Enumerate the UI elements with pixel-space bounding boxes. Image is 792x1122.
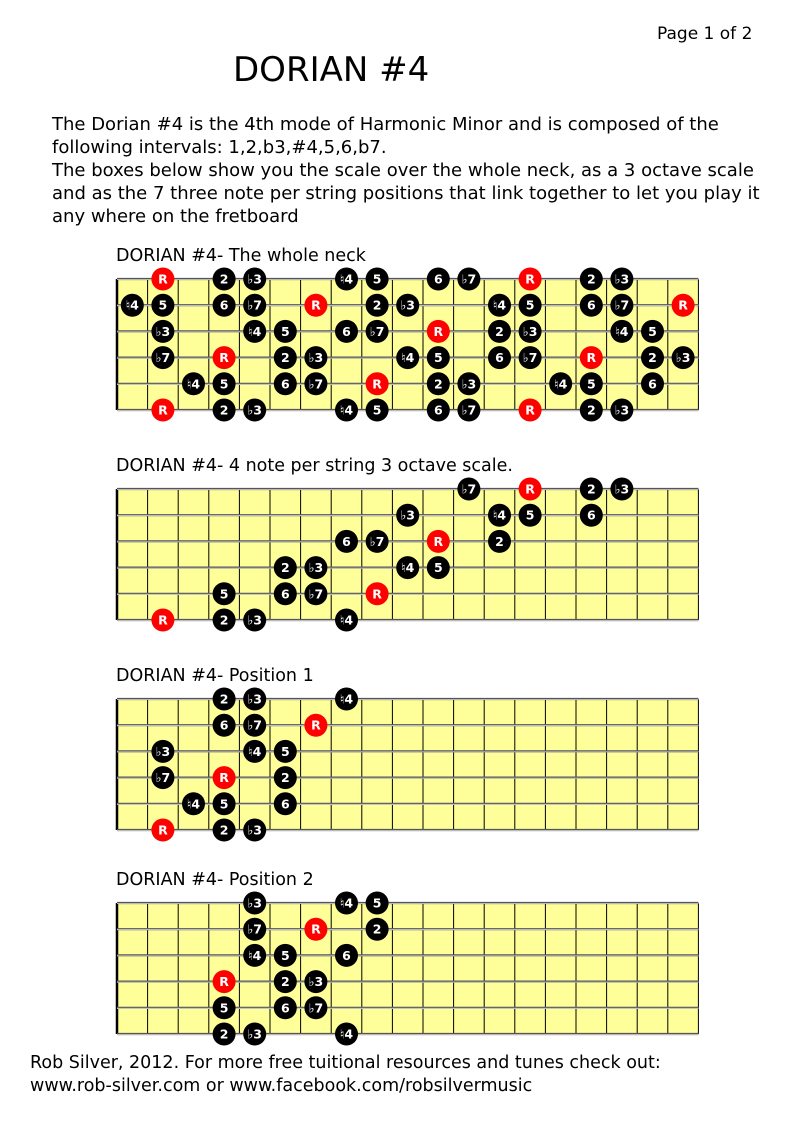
scale-note-dot (580, 294, 603, 317)
scale-note-dot (641, 320, 664, 343)
fretboard-position-2 (110, 890, 710, 1050)
scale-note-dot (121, 294, 144, 317)
note-label: 6 (586, 297, 596, 313)
note-label: ♭3 (247, 612, 262, 628)
note-label: ♭3 (400, 507, 415, 523)
note-label: 2 (280, 770, 290, 786)
note-label: R (158, 822, 168, 838)
note-label: R (525, 481, 535, 497)
note-label: ♮4 (339, 895, 354, 911)
scale-note-dot (213, 819, 236, 842)
scale-note-dot (335, 688, 358, 711)
scale-note-dot (243, 819, 266, 842)
scale-note-dot (335, 944, 358, 967)
scale-note-dot (366, 399, 389, 422)
scale-note-dot (151, 320, 174, 343)
scale-note-dot (335, 268, 358, 291)
note-label: ♭7 (614, 297, 630, 313)
root-note-dot (366, 582, 389, 605)
note-label: ♮4 (248, 743, 262, 759)
note-label: ♭3 (155, 323, 171, 339)
scale-note-dot (519, 346, 542, 369)
scale-note-dot (213, 372, 236, 395)
note-label: R (158, 612, 168, 628)
scale-note-dot (213, 399, 236, 422)
scale-note-dot (549, 372, 572, 395)
intro-text (52, 113, 772, 228)
note-label: 2 (372, 921, 382, 937)
scale-note-dot (396, 294, 419, 317)
note-label: R (158, 271, 168, 287)
note-label: 6 (280, 796, 290, 812)
scale-note-dot (610, 399, 633, 422)
scale-note-dot (335, 1023, 358, 1046)
fretboard-position-1 (110, 686, 710, 846)
root-note-dot (304, 918, 327, 941)
scale-note-dot (580, 504, 603, 527)
scale-note-dot (366, 892, 389, 915)
page-title: DORIAN #4 (233, 50, 430, 90)
scale-note-dot (151, 346, 174, 369)
scale-note-dot (366, 320, 389, 343)
scale-note-dot (672, 346, 695, 369)
scale-note-dot (274, 970, 297, 993)
scale-note-dot (580, 268, 603, 291)
scale-note-dot (488, 320, 511, 343)
note-label: ♮4 (401, 350, 415, 366)
note-label: R (586, 350, 597, 366)
note-label: ♭7 (308, 1000, 324, 1016)
scale-note-dot (304, 970, 327, 993)
note-label: R (158, 402, 168, 418)
scale-note-dot (457, 478, 480, 501)
note-label: 2 (648, 350, 657, 366)
scale-note-dot (213, 609, 236, 632)
note-label: 5 (280, 743, 290, 759)
note-label: ♭3 (614, 402, 630, 418)
footer-credit: Rob Silver, 2012. For more free tuitional resources and tunes check out: (30, 1053, 661, 1073)
note-label: ♮4 (339, 612, 354, 628)
root-note-dot (213, 970, 236, 993)
note-label: 5 (219, 376, 229, 392)
note-label: R (311, 717, 321, 733)
scale-note-dot (274, 996, 297, 1019)
note-label: R (372, 586, 382, 602)
scale-note-dot (335, 609, 358, 632)
note-label: 6 (433, 402, 443, 418)
note-label: 2 (219, 822, 229, 838)
note-label: ♭3 (308, 560, 324, 576)
scale-note-dot (335, 892, 358, 915)
diagram-label-position-2: DORIAN #4- Position 2 (116, 870, 314, 890)
note-label: 5 (372, 402, 382, 418)
scale-note-dot (151, 294, 174, 317)
note-label: 2 (219, 402, 229, 418)
scale-note-dot (304, 582, 327, 605)
scale-note-dot (151, 766, 174, 789)
fretboard-background (117, 699, 698, 830)
scale-note-dot (274, 582, 297, 605)
note-label: ♮4 (248, 323, 262, 339)
note-label: ♭3 (308, 350, 324, 366)
note-label: ♭7 (247, 297, 262, 313)
scale-note-dot (304, 996, 327, 1019)
note-label: 2 (219, 271, 229, 287)
root-note-dot (304, 294, 327, 317)
scale-note-dot (243, 609, 266, 632)
scale-note-dot (335, 530, 358, 553)
note-label: 2 (586, 271, 596, 287)
note-label: R (372, 376, 382, 392)
note-label: 2 (280, 560, 290, 576)
note-label: R (525, 402, 535, 418)
note-label: 5 (219, 586, 229, 602)
scale-note-dot (366, 530, 389, 553)
note-label: ♭3 (247, 895, 262, 911)
scale-note-dot (366, 918, 389, 941)
scale-note-dot (427, 268, 450, 291)
scale-note-dot (243, 1023, 266, 1046)
note-label: ♭3 (155, 743, 171, 759)
scale-note-dot (488, 294, 511, 317)
note-label: 2 (372, 297, 382, 313)
scale-note-dot (488, 530, 511, 553)
note-label: ♮4 (401, 560, 415, 576)
fretboard-3-octave (110, 476, 710, 636)
note-label: 6 (280, 586, 290, 602)
note-label: 5 (280, 947, 290, 963)
note-label: 5 (525, 507, 535, 523)
scale-note-dot (274, 320, 297, 343)
scale-note-dot (580, 372, 603, 395)
scale-note-dot (488, 346, 511, 369)
note-label: 6 (280, 1000, 290, 1016)
note-label: ♭3 (522, 323, 538, 339)
scale-note-dot (274, 372, 297, 395)
scale-note-dot (304, 556, 327, 579)
scale-note-dot (457, 399, 480, 422)
root-note-dot (304, 714, 327, 737)
note-label: ♮4 (125, 297, 139, 313)
intro-paragraph-2: The boxes below show you the scale over the whole neck, as a 3 octave scale and as the 7 three note per string positions that link together to let you play it any where on the fretboard (52, 160, 760, 227)
scale-note-dot (151, 740, 174, 763)
root-note-dot (519, 268, 542, 291)
note-label: ♭7 (155, 770, 171, 786)
scale-note-dot (243, 892, 266, 915)
note-label: ♮4 (339, 402, 354, 418)
note-label: R (525, 271, 535, 287)
scale-note-dot (243, 688, 266, 711)
note-label: ♭7 (369, 533, 385, 549)
note-label: 5 (433, 560, 443, 576)
note-label: ♭3 (400, 297, 415, 313)
note-label: 5 (648, 323, 657, 339)
scale-note-dot (213, 1023, 236, 1046)
scale-note-dot (366, 268, 389, 291)
scale-note-dot (304, 346, 327, 369)
note-label: R (433, 533, 444, 549)
scale-note-dot (427, 346, 450, 369)
note-label: 5 (219, 796, 229, 812)
scale-note-dot (243, 399, 266, 422)
note-label: 2 (280, 974, 290, 990)
scale-note-dot (243, 918, 266, 941)
scale-note-dot (396, 346, 419, 369)
note-label: 6 (219, 297, 229, 313)
scale-note-dot (243, 740, 266, 763)
scale-note-dot (457, 372, 480, 395)
note-label: ♭3 (308, 974, 324, 990)
note-label: ♮4 (554, 376, 568, 392)
note-label: 2 (433, 376, 443, 392)
note-label: ♭3 (247, 691, 262, 707)
scale-note-dot (274, 792, 297, 815)
root-note-dot (151, 268, 174, 291)
root-note-dot (213, 766, 236, 789)
note-label: ♭3 (247, 271, 262, 287)
scale-note-dot (519, 504, 542, 527)
scale-note-dot (610, 320, 633, 343)
scale-note-dot (243, 944, 266, 967)
root-note-dot (213, 346, 236, 369)
footer-links: www.rob-silver.com or www.facebook.com/robsilvermusic (30, 1076, 533, 1096)
note-label: ♭7 (522, 350, 538, 366)
note-label: ♭3 (614, 271, 630, 287)
scale-note-dot (580, 399, 603, 422)
note-label: ♭7 (308, 586, 324, 602)
note-label: 6 (586, 507, 596, 523)
note-label: ♭7 (369, 323, 385, 339)
scale-note-dot (213, 792, 236, 815)
scale-note-dot (641, 372, 664, 395)
note-label: R (219, 974, 229, 990)
root-note-dot (366, 372, 389, 395)
fretboard-whole-neck (110, 266, 710, 426)
note-label: 5 (219, 1000, 229, 1016)
note-label: ♮4 (492, 297, 507, 313)
note-label: ♮4 (186, 376, 201, 392)
scale-note-dot (182, 372, 205, 395)
scale-note-dot (274, 556, 297, 579)
note-label: ♭7 (247, 717, 262, 733)
scale-note-dot (427, 372, 450, 395)
note-label: R (311, 921, 321, 937)
note-label: ♮4 (492, 507, 507, 523)
scale-note-dot (335, 320, 358, 343)
scale-note-dot (610, 478, 633, 501)
note-label: R (678, 297, 688, 313)
note-label: 5 (586, 376, 596, 392)
note-label: 5 (433, 350, 443, 366)
note-label: ♮4 (339, 1026, 354, 1042)
scale-note-dot (304, 372, 327, 395)
root-note-dot (519, 478, 542, 501)
note-label: 2 (586, 402, 596, 418)
note-label: ♭7 (461, 271, 477, 287)
note-label: R (219, 770, 229, 786)
scale-note-dot (213, 268, 236, 291)
note-label: 6 (342, 947, 351, 963)
note-label: 6 (342, 323, 351, 339)
note-label: ♭7 (461, 402, 477, 418)
scale-note-dot (213, 996, 236, 1019)
scale-note-dot (427, 399, 450, 422)
note-label: 2 (495, 533, 504, 549)
note-label: 5 (280, 323, 290, 339)
scale-note-dot (213, 294, 236, 317)
scale-note-dot (396, 504, 419, 527)
note-label: 6 (648, 376, 657, 392)
diagram-label-whole-neck: DORIAN #4- The whole neck (116, 246, 366, 266)
scale-note-dot (213, 714, 236, 737)
scale-note-dot (610, 268, 633, 291)
note-label: ♭7 (461, 481, 477, 497)
note-label: 5 (525, 297, 535, 313)
note-label: 6 (280, 376, 290, 392)
root-note-dot (151, 399, 174, 422)
note-label: ♭3 (247, 822, 262, 838)
page-number: Page 1 of 2 (657, 24, 753, 44)
note-label: 2 (219, 691, 229, 707)
note-label: 5 (372, 895, 382, 911)
note-label: ♭3 (614, 481, 630, 497)
intro-paragraph-1: The Dorian #4 is the 4th mode of Harmonic Minor and is composed of the following intervals: 1,2,b3,#4,5,6,b7. (52, 114, 719, 158)
note-label: 2 (586, 481, 596, 497)
scale-note-dot (580, 478, 603, 501)
note-label: ♭3 (247, 402, 262, 418)
scale-note-dot (519, 294, 542, 317)
note-label: ♭3 (461, 376, 477, 392)
note-label: 5 (158, 297, 168, 313)
scale-note-dot (274, 740, 297, 763)
note-label: ♮4 (186, 796, 201, 812)
root-note-dot (580, 346, 603, 369)
note-label: 6 (495, 350, 504, 366)
note-label: ♭7 (308, 376, 324, 392)
note-label: ♮4 (339, 691, 354, 707)
scale-note-dot (335, 399, 358, 422)
scale-note-dot (243, 294, 266, 317)
note-label: R (433, 323, 444, 339)
note-label: 2 (219, 1026, 229, 1042)
scale-note-dot (641, 346, 664, 369)
root-note-dot (672, 294, 695, 317)
note-label: 2 (280, 350, 290, 366)
root-note-dot (427, 530, 450, 553)
root-note-dot (151, 819, 174, 842)
scale-note-dot (274, 766, 297, 789)
diagram-label-position-1: DORIAN #4- Position 1 (116, 666, 314, 686)
scale-note-dot (274, 944, 297, 967)
scale-note-dot (488, 504, 511, 527)
scale-note-dot (610, 294, 633, 317)
note-label: 2 (495, 323, 504, 339)
note-label: 2 (219, 612, 229, 628)
root-note-dot (519, 399, 542, 422)
scale-note-dot (457, 268, 480, 291)
note-label: R (311, 297, 321, 313)
note-label: ♮4 (615, 323, 629, 339)
fretboard-background (117, 903, 698, 1034)
note-label: ♭3 (675, 350, 691, 366)
scale-note-dot (243, 714, 266, 737)
note-label: 6 (433, 271, 443, 287)
note-label: ♮4 (339, 271, 354, 287)
note-label: ♮4 (248, 947, 262, 963)
scale-note-dot (243, 268, 266, 291)
scale-note-dot (182, 792, 205, 815)
note-label: ♭3 (247, 1026, 262, 1042)
root-note-dot (151, 609, 174, 632)
root-note-dot (427, 320, 450, 343)
note-label: ♭7 (155, 350, 171, 366)
note-label: 6 (342, 533, 351, 549)
scale-note-dot (427, 556, 450, 579)
scale-note-dot (274, 346, 297, 369)
scale-note-dot (519, 320, 542, 343)
scale-note-dot (243, 320, 266, 343)
note-label: 5 (372, 271, 382, 287)
note-label: ♭7 (247, 921, 262, 937)
scale-note-dot (366, 294, 389, 317)
diagram-label-3-octave: DORIAN #4- 4 note per string 3 octave scale. (116, 456, 513, 476)
scale-note-dot (213, 582, 236, 605)
footer (30, 1052, 780, 1098)
scale-note-dot (396, 556, 419, 579)
scale-note-dot (213, 688, 236, 711)
note-label: R (219, 350, 229, 366)
note-label: 6 (219, 717, 229, 733)
